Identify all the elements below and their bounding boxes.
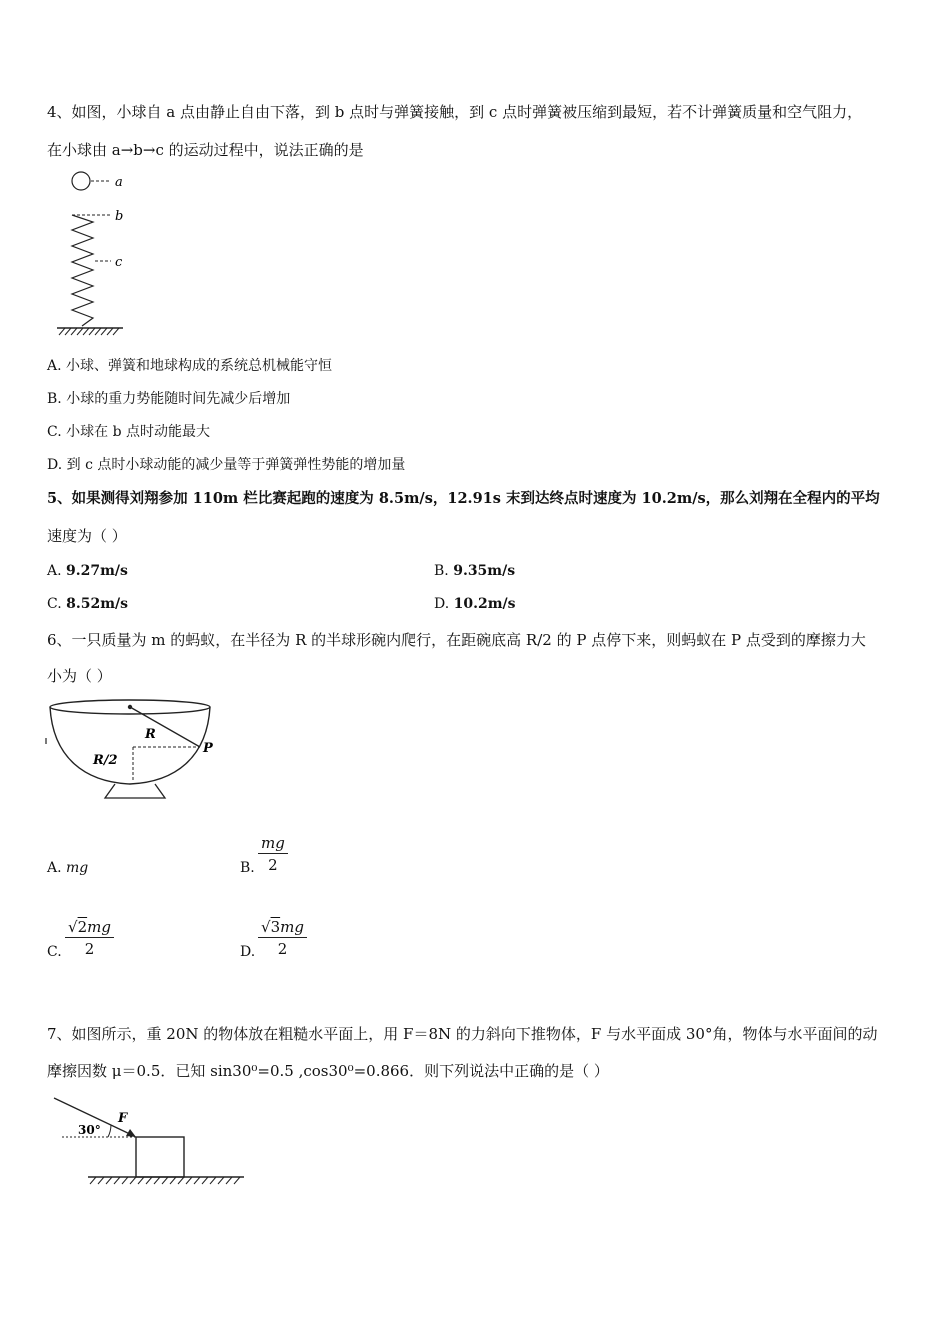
- q6-option-d-numerator: mg: [280, 918, 304, 936]
- q6-option-b-numerator: mg: [258, 834, 288, 854]
- q6-option-c-denominator: 2: [84, 940, 95, 958]
- q6-option-c-letter: C.: [47, 944, 62, 960]
- q7-stem-line1: 7、如图所示，重 20N 的物体放在粗糙水平面上，用 F＝8N 的力斜向下推物体，F 与水平面成 30°角，物体与水平面间的动: [47, 1025, 878, 1043]
- label-P: P: [203, 741, 213, 756]
- q6-option-c-fraction: [65, 918, 114, 958]
- q6-option-b-fraction: [258, 834, 288, 874]
- q5-option-b-letter: B.: [434, 563, 449, 579]
- q6-stem-line2: 小为（ ）: [47, 667, 112, 685]
- q5-option-d-letter: D.: [434, 596, 450, 612]
- q5-stem-line1: 5、如果测得刘翔参加 110m 栏比赛起跑的速度为 8.5m/s，12.91s 末到达终点时速度为 10.2m/s，那么刘翔在全程内的平均: [47, 490, 880, 507]
- label-F: F: [118, 1111, 128, 1126]
- q6-option-c-radical: √2: [68, 918, 88, 936]
- q6-option-d-fraction: [258, 918, 307, 958]
- q5-stem-line2: 速度为（ ）: [47, 527, 127, 545]
- q4-spring-figure: [55, 168, 145, 340]
- label-b: b: [115, 209, 124, 224]
- q5-option-b: [434, 561, 515, 581]
- label-R: R: [145, 727, 156, 742]
- q4-option-c: C. 小球在 b 点时动能最大: [47, 424, 210, 440]
- q6-option-d-radical: √3: [261, 918, 281, 936]
- q6-option-d-letter: D.: [240, 944, 256, 960]
- q7-force-figure: [52, 1094, 252, 1188]
- q4-option-d: D. 到 c 点时小球动能的减少量等于弹簧弹性势能的增加量: [47, 457, 406, 473]
- q5-option-c-value: 8.52m/s: [66, 596, 129, 612]
- q6-option-a-value: mg: [66, 860, 89, 876]
- label-c: c: [115, 255, 123, 270]
- q5-option-d-value: 10.2m/s: [453, 596, 516, 612]
- q5-option-c-letter: C.: [47, 596, 62, 612]
- q6-bowl-figure: [45, 698, 225, 803]
- q5-option-b-value: 9.35m/s: [453, 563, 516, 579]
- q6-option-d-radicand: 3: [270, 918, 281, 936]
- q4-stem-line2: 在小球由 a→b→c 的运动过程中，说法正确的是: [47, 141, 364, 159]
- q7-stem-line2: 摩擦因数 μ＝0.5．已知 sin30⁰=0.5 ,cos30⁰=0.866．则下列说法中正确的是（ ）: [47, 1062, 609, 1080]
- q6-option-c-radicand: 2: [77, 918, 88, 936]
- q4-option-a: A. 小球、弹簧和地球构成的系统总机械能守恒: [47, 358, 333, 374]
- q6-option-b-denominator: 2: [268, 856, 278, 874]
- q5-option-a: [47, 561, 128, 581]
- q5-option-a-letter: A.: [47, 563, 62, 579]
- q6-option-d-denominator: 2: [277, 940, 288, 958]
- label-a: a: [115, 175, 123, 190]
- q6-option-b-letter: B.: [240, 860, 255, 876]
- q6-option-a-letter: A.: [47, 860, 62, 876]
- q5-option-a-value: 9.27m/s: [66, 563, 128, 579]
- q5-option-d: [434, 594, 516, 614]
- q5-option-c: [47, 594, 128, 614]
- q4-option-b: B. 小球的重力势能随时间先减少后增加: [47, 391, 291, 407]
- label-angle: 30°: [78, 1123, 101, 1137]
- q6-option-c-numerator: mg: [87, 918, 111, 936]
- q6-option-a: [47, 858, 88, 878]
- label-half-R: R/2: [93, 753, 118, 768]
- q4-stem-line1: 4、如图，小球自 a 点由静止自由下落，到 b 点时与弹簧接触，到 c 点时弹簧被压缩到最短，若不计弹簧质量和空气阻力，: [47, 103, 863, 121]
- q6-stem-line1: 6、一只质量为 m 的蚂蚁，在半径为 R 的半球形碗内爬行，在距碗底高 R/2 的 P 点停下来，则蚂蚁在 P 点受到的摩擦力大: [47, 631, 866, 649]
